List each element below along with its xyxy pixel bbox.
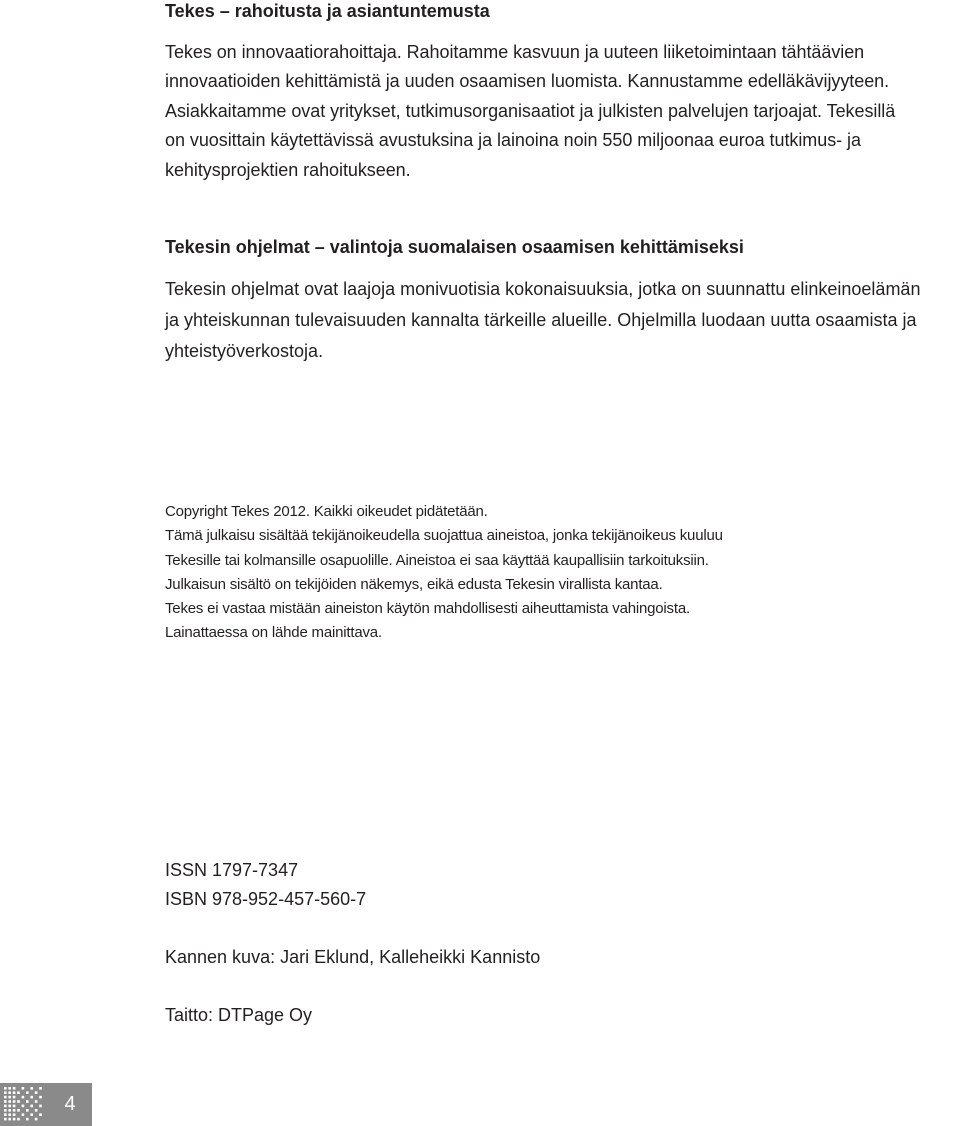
dot [17, 1091, 20, 1094]
dot [13, 1109, 16, 1112]
section-tekes-programmes [165, 236, 955, 367]
copyright-line: Tekesille tai kolmansille osapuolille. Aineistoa ei saa käyttää kaupallisiin tarkoituksiin. [165, 551, 709, 569]
dot [22, 1113, 25, 1116]
dot [13, 1113, 16, 1116]
dot [8, 1100, 11, 1103]
dot [22, 1096, 25, 1099]
dot [4, 1105, 7, 1108]
dot [35, 1109, 38, 1112]
copyright-line: Tämä julkaisu sisältää tekijänoikeudella suojattua aineistoa, jonka tekijänoikeus kuuluu [165, 527, 723, 545]
dot [8, 1091, 11, 1094]
text-line: kehitysprojektien rahoitukseen. [165, 159, 411, 180]
dot [22, 1087, 25, 1090]
dot [13, 1105, 16, 1108]
dot [26, 1118, 29, 1121]
dot [8, 1105, 11, 1108]
text-line: Tekes on innovaatiorahoittaja. Rahoitamme kasvuun ja uuteen liiketoimintaan tähtäävien [165, 42, 865, 62]
dot [13, 1118, 16, 1121]
dot [30, 1087, 33, 1090]
dot [22, 1105, 25, 1108]
heading-tekes-funding: Tekes – rahoitusta ja asiantuntemusta [165, 1, 490, 21]
copyright-line: Copyright Tekes 2012. Kaikki oikeudet pidätetään. [165, 503, 488, 520]
heading-tekes-programmes: Tekesin ohjelmat – valintoja suomalaisen osaamisen kehittämiseksi [165, 237, 744, 257]
text-line: ja yhteiskunnan tulevaisuuden kannalta tärkeille alueille. Ohjelmilla luodaan uutta osaamista ja [165, 310, 917, 330]
dot [4, 1100, 7, 1103]
dot [35, 1118, 38, 1121]
dot [13, 1100, 16, 1103]
dot [26, 1100, 29, 1103]
paragraph-tekes-funding [165, 38, 955, 185]
dot [4, 1113, 7, 1116]
dot [4, 1118, 7, 1121]
copyright-line: Julkaisun sisältö on tekijöiden näkemys, eikä edusta Tekesin virallista kantaa. [165, 575, 663, 593]
dot [8, 1118, 11, 1121]
paragraph-tekes-programmes [165, 274, 955, 367]
dot [35, 1091, 38, 1094]
dot [35, 1100, 38, 1103]
dot [13, 1091, 16, 1094]
dot [30, 1105, 33, 1108]
cover-photo-credit: Kannen kuva: Jari Eklund, Kalleheikki Kannisto [165, 947, 541, 967]
copyright-line: Tekes ei vastaa mistään aineiston käytön mahdollisesti aiheuttamista vahingoista. [165, 600, 690, 618]
text-line: Asiakkaitamme ovat yritykset, tutkimusorganisaatiot ja julkisten palvelujen tarjoajat. Tekesillä [165, 100, 896, 121]
dot [17, 1109, 20, 1112]
dot [30, 1096, 33, 1099]
dot-pattern-icon [4, 1087, 44, 1123]
copyright-notice [165, 500, 945, 646]
page-number: 4 [64, 1093, 76, 1115]
dot [13, 1087, 16, 1090]
dot [4, 1096, 7, 1099]
dot [39, 1105, 42, 1108]
dot [39, 1087, 42, 1090]
dot [39, 1096, 42, 1099]
page-number-box [0, 1083, 92, 1126]
dot [4, 1091, 7, 1094]
text-line: yhteistyöverkostoja. [165, 341, 324, 361]
layout-credit: Taitto: DTPage Oy [165, 1005, 313, 1025]
dot [30, 1113, 33, 1116]
issn-number: ISSN 1797-7347 [165, 860, 299, 880]
dot [4, 1087, 7, 1090]
dot [26, 1091, 29, 1094]
dot [39, 1113, 42, 1116]
text-line: Tekesin ohjelmat ovat laajoja monivuotisia kokonaisuuksia, jotka on suunnattu elinkeinoelämän [165, 279, 921, 299]
dot [17, 1100, 20, 1103]
dot [4, 1109, 7, 1112]
dot [26, 1109, 29, 1112]
text-line: on vuosittain käytettävissä avustuksina ja lainoina noin 550 miljoonaa euroa tutkimus- ja [165, 130, 861, 151]
dot [17, 1118, 20, 1121]
dot [8, 1109, 11, 1112]
dot [8, 1113, 11, 1116]
isbn-number: ISBN 978-952-457-560-7 [165, 889, 367, 909]
copyright-line: Lainattaessa on lähde mainittava. [165, 624, 382, 642]
dot [8, 1087, 11, 1090]
dot [13, 1096, 16, 1099]
text-line: innovaatioiden kehittämistä ja uuden osaamisen luomista. Kannustamme edelläkävijyyteen. [165, 71, 890, 92]
section-tekes-funding [165, 0, 955, 185]
dot [8, 1096, 11, 1099]
